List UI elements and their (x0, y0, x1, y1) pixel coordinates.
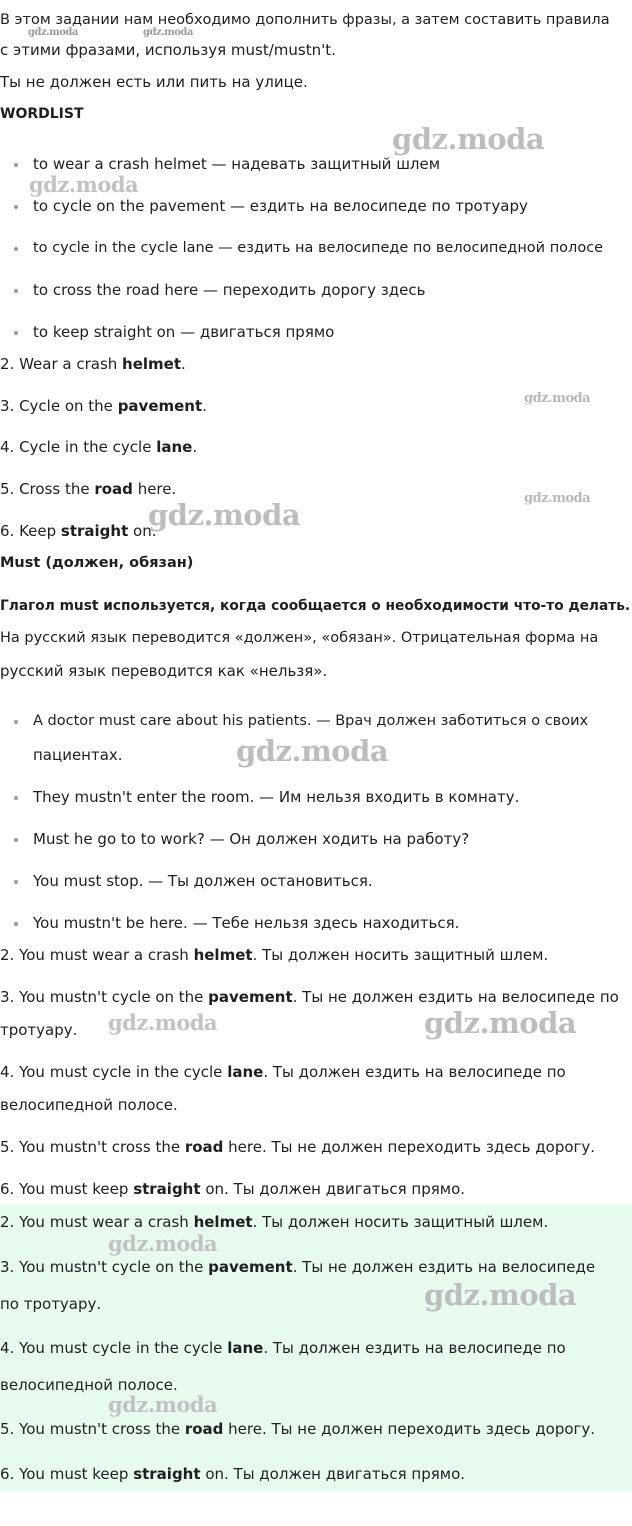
phrase-line: 4. Cycle in the cycle lane. (0, 438, 198, 456)
bullet-icon (14, 331, 18, 335)
list-item: You mustn't be here. — Тебе нельзя здесь находиться. (33, 914, 460, 932)
watermark-logo: gdz.moda (108, 1010, 218, 1035)
grammar-rule: Глагол must используется, когда сообщается о необходимости что-то делать. (0, 598, 631, 614)
answer-line: 3. You mustn't cycle on the pavement. Ты не должен ездить на велосипеде (0, 1258, 596, 1276)
watermark-logo: gdz.moda (148, 498, 301, 532)
bullet-icon (14, 163, 18, 167)
rule-line: 5. You mustn't cross the road here. Ты не должен переходить здесь дорогу. (0, 1138, 596, 1156)
watermark-logo: gdz.moda (392, 122, 545, 156)
list-item: to cycle in the cycle lane — ездить на велосипеде по велосипедной полосе (33, 240, 604, 256)
watermark-logo: gdz.moda (28, 27, 78, 38)
watermark-logo: gdz.moda (29, 172, 139, 197)
answer-line-continuation: велосипедной полосе. (0, 1376, 178, 1394)
watermark-logo: gdz.moda (143, 27, 193, 38)
bullet-icon (14, 205, 18, 209)
list-item: They mustn't enter the room. — Им нельзя входить в комнату. (33, 788, 520, 806)
watermark-logo: gdz.moda (524, 391, 591, 406)
phrase-line: 2. Wear a crash helmet. (0, 355, 186, 373)
intro-line-2: с этими фразами, используя must/mustn't. (0, 41, 336, 59)
rule-line-continuation: велосипедной полосе. (0, 1096, 178, 1114)
list-item: A doctor must care about his patients. — Врач должен заботиться о своих (33, 713, 589, 729)
intro-line-1: В этом задании нам необходимо дополнить фразы, а затем составить правила (0, 12, 610, 28)
phrase-line: 6. Keep straight on. (0, 522, 157, 540)
list-item-continuation: пациентах. (33, 746, 123, 764)
bullet-icon (14, 922, 18, 926)
rule-line-continuation: тротуару. (0, 1021, 78, 1039)
list-item: to cycle on the pavement — ездить на велосипеде по тротуару (33, 197, 528, 215)
watermark-logo: gdz.moda (424, 1006, 577, 1040)
watermark-logo: gdz.moda (524, 491, 591, 506)
bullet-icon (14, 838, 18, 842)
grammar-heading: Must (должен, обязан) (0, 555, 194, 571)
intro-example: Ты не должен есть или пить на улице. (0, 73, 308, 91)
answer-line: 4. You must cycle in the cycle lane. Ты должен ездить на велосипеде по (0, 1339, 566, 1357)
list-item: to wear a crash helmet — надевать защитный шлем (33, 155, 441, 173)
answer-line: 2. You must wear a crash helmet. Ты должен носить защитный шлем. (0, 1213, 549, 1231)
grammar-text-2: русский язык переводится как «нельзя». (0, 662, 328, 680)
phrase-line: 5. Cross the road here. (0, 480, 177, 498)
answer-line: 5. You mustn't cross the road here. Ты не должен переходить здесь дорогу. (0, 1420, 596, 1438)
rule-line: 6. You must keep straight on. Ты должен двигаться прямо. (0, 1180, 466, 1198)
watermark-logo: gdz.moda (108, 1392, 218, 1417)
phrase-line: 3. Cycle on the pavement. (0, 397, 207, 415)
watermark-logo: gdz.moda (424, 1278, 577, 1312)
answer-line: 6. You must keep straight on. Ты должен двигаться прямо. (0, 1465, 466, 1483)
bullet-icon (14, 289, 18, 293)
answer-line-continuation: по тротуару. (0, 1295, 102, 1313)
grammar-text-1: На русский язык переводится «должен», «обязан». Отрицательная форма на (0, 630, 599, 646)
list-item: to keep straight on — двигаться прямо (33, 323, 335, 341)
watermark-logo: gdz.moda (236, 734, 389, 768)
wordlist-title: WORDLIST (0, 106, 84, 122)
list-item: Must he go to to work? — Он должен ходить на работу? (33, 830, 470, 848)
bullet-icon (14, 247, 18, 251)
list-item: to cross the road here — переходить дорогу здесь (33, 281, 426, 299)
list-item: You must stop. — Ты должен остановиться. (33, 872, 373, 890)
watermark-logo: gdz.moda (108, 1231, 218, 1256)
rule-line: 3. You mustn't cycle on the pavement. Ты не должен ездить на велосипеде по (0, 988, 619, 1006)
bullet-icon (14, 796, 18, 800)
bullet-icon (14, 720, 18, 724)
bullet-icon (14, 880, 18, 884)
rule-line: 4. You must cycle in the cycle lane. Ты должен ездить на велосипеде по (0, 1063, 566, 1081)
rule-line: 2. You must wear a crash helmet. Ты должен носить защитный шлем. (0, 946, 549, 964)
